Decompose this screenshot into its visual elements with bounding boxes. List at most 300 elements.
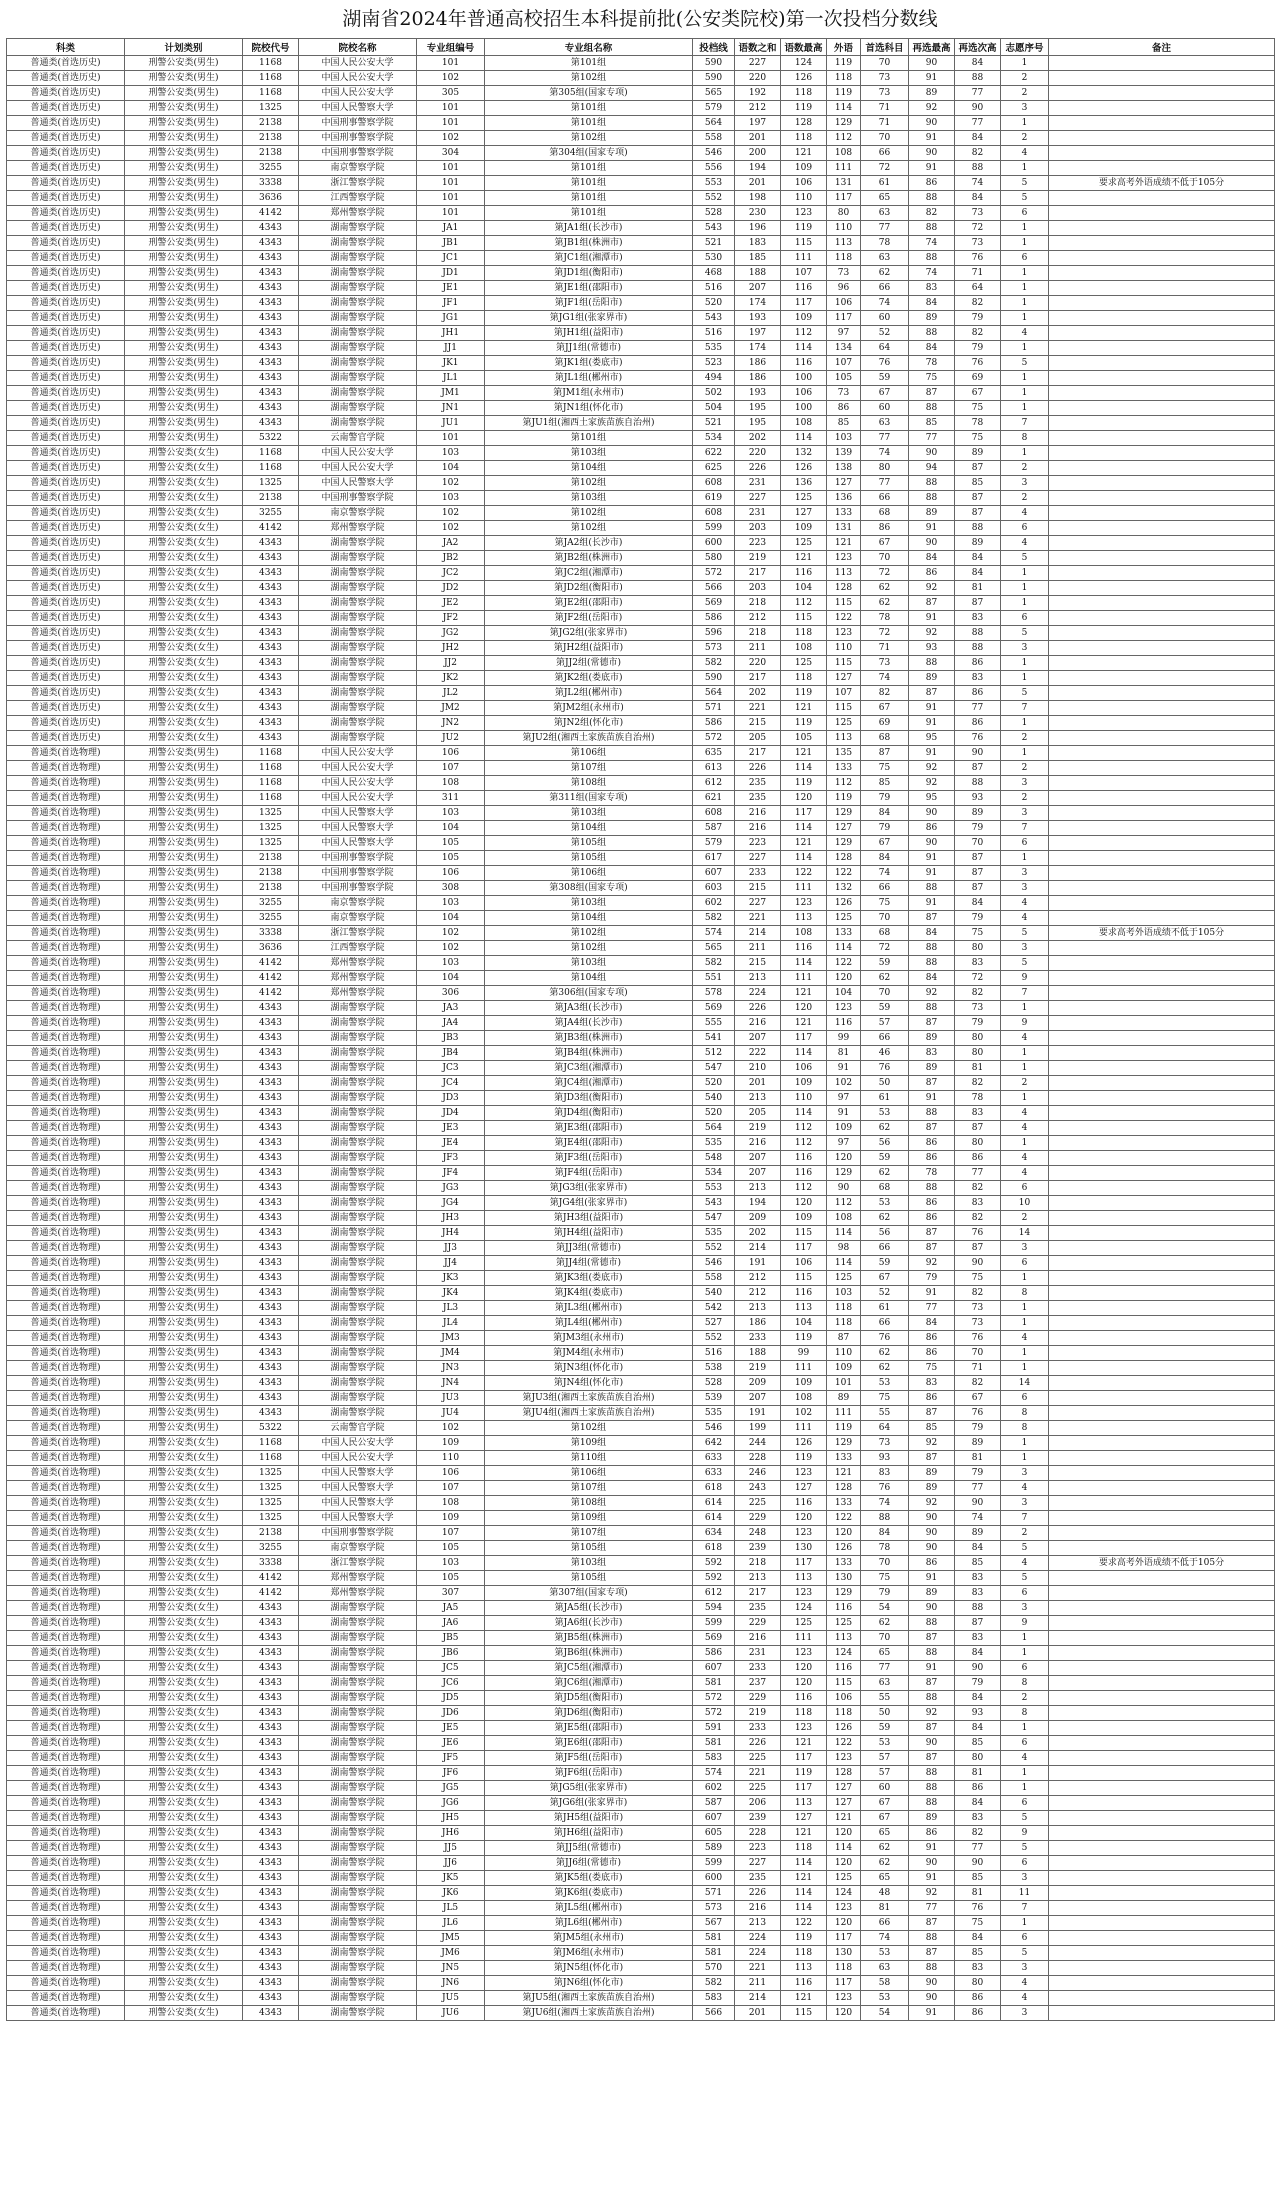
cell-chinese-math-sum: 217 xyxy=(735,746,781,761)
cell-group-code: JA2 xyxy=(417,536,485,551)
cell-remarks xyxy=(1049,461,1275,476)
cell-first-subject: 68 xyxy=(861,926,909,941)
cell-chinese-math-max: 125 xyxy=(781,656,827,671)
cell-chinese-math-max: 114 xyxy=(781,1856,827,1871)
cell-chinese-math-sum: 200 xyxy=(735,146,781,161)
cell-group-name: 第JG4组(张家界市) xyxy=(485,1196,693,1211)
cell-school-code: 3636 xyxy=(243,941,299,956)
cell-chinese-math-max: 115 xyxy=(781,1271,827,1286)
cell-foreign-language: 112 xyxy=(827,131,861,146)
table-row xyxy=(7,371,1275,386)
cell-remarks xyxy=(1049,551,1275,566)
cell-chinese-math-sum: 220 xyxy=(735,446,781,461)
cell-group-name: 第JK6组(娄底市) xyxy=(485,1886,693,1901)
cell-elective-max: 79 xyxy=(909,1271,955,1286)
cell-cutoff-score: 635 xyxy=(693,746,735,761)
cell-school-name: 中国刑事警察学院 xyxy=(299,146,417,161)
cell-first-subject: 84 xyxy=(861,806,909,821)
cell-remarks xyxy=(1049,1286,1275,1301)
cell-school-code: 4142 xyxy=(243,206,299,221)
cell-category: 普通类(首选历史) xyxy=(7,656,125,671)
cell-remarks xyxy=(1049,56,1275,71)
cell-chinese-math-max: 126 xyxy=(781,461,827,476)
cell-first-subject: 69 xyxy=(861,716,909,731)
cell-school-name: 湖南警察学院 xyxy=(299,1991,417,2006)
cell-chinese-math-sum: 174 xyxy=(735,296,781,311)
cell-elective-max: 88 xyxy=(909,251,955,266)
cell-chinese-math-sum: 194 xyxy=(735,161,781,176)
table-row xyxy=(7,1766,1275,1781)
cell-remarks xyxy=(1049,1076,1275,1091)
cell-school-code: 4343 xyxy=(243,1181,299,1196)
cell-chinese-math-max: 123 xyxy=(781,896,827,911)
cell-cutoff-score: 567 xyxy=(693,1916,735,1931)
cell-category: 普通类(首选物理) xyxy=(7,926,125,941)
cell-chinese-math-max: 112 xyxy=(781,326,827,341)
cell-first-subject: 62 xyxy=(861,1121,909,1136)
cell-cutoff-score: 521 xyxy=(693,236,735,251)
cell-cutoff-score: 553 xyxy=(693,1181,735,1196)
cell-elective-max: 90 xyxy=(909,806,955,821)
cell-first-subject: 64 xyxy=(861,1421,909,1436)
table-row xyxy=(7,281,1275,296)
cell-school-code: 4343 xyxy=(243,1286,299,1301)
cell-chinese-math-sum: 221 xyxy=(735,701,781,716)
cell-remarks xyxy=(1049,1691,1275,1706)
cell-school-code: 4343 xyxy=(243,1106,299,1121)
cell-category: 普通类(首选物理) xyxy=(7,1661,125,1676)
cell-elective-max: 74 xyxy=(909,266,955,281)
cell-category: 普通类(首选物理) xyxy=(7,1526,125,1541)
cell-elective-max: 92 xyxy=(909,761,955,776)
cell-foreign-language: 113 xyxy=(827,236,861,251)
cell-school-code: 4343 xyxy=(243,1346,299,1361)
cell-cutoff-score: 600 xyxy=(693,536,735,551)
cell-first-subject: 56 xyxy=(861,1136,909,1151)
cell-school-name: 湖南警察学院 xyxy=(299,1076,417,1091)
cell-chinese-math-sum: 213 xyxy=(735,1571,781,1586)
cell-school-name: 湖南警察学院 xyxy=(299,1406,417,1421)
cell-group-name: 第JF1组(岳阳市) xyxy=(485,296,693,311)
column-header-remarks: 备注 xyxy=(1049,39,1275,56)
table-row xyxy=(7,1811,1275,1826)
cell-group-name: 第101组 xyxy=(485,206,693,221)
cell-preference-order: 1 xyxy=(1001,1766,1049,1781)
cell-plan-type: 刑警公安类(男生) xyxy=(125,266,243,281)
cell-first-subject: 62 xyxy=(861,1211,909,1226)
cell-school-name: 中国人民警察大学 xyxy=(299,1466,417,1481)
cell-chinese-math-sum: 219 xyxy=(735,1706,781,1721)
cell-foreign-language: 117 xyxy=(827,1976,861,1991)
table-row xyxy=(7,1526,1275,1541)
cell-plan-type: 刑警公安类(女生) xyxy=(125,1706,243,1721)
cell-category: 普通类(首选历史) xyxy=(7,506,125,521)
cell-elective-max: 88 xyxy=(909,1961,955,1976)
table-row xyxy=(7,1361,1275,1376)
cell-category: 普通类(首选历史) xyxy=(7,731,125,746)
cell-preference-order: 1 xyxy=(1001,1001,1049,1016)
cell-group-code: 108 xyxy=(417,776,485,791)
cell-group-name: 第105组 xyxy=(485,1571,693,1586)
cell-category: 普通类(首选历史) xyxy=(7,266,125,281)
cell-cutoff-score: 558 xyxy=(693,1271,735,1286)
cell-elective-second: 87 xyxy=(955,491,1001,506)
cell-plan-type: 刑警公安类(女生) xyxy=(125,1811,243,1826)
cell-preference-order: 1 xyxy=(1001,1436,1049,1451)
cell-chinese-math-sum: 203 xyxy=(735,521,781,536)
cell-elective-second: 89 xyxy=(955,536,1001,551)
cell-elective-second: 90 xyxy=(955,1256,1001,1271)
cell-elective-max: 95 xyxy=(909,731,955,746)
cell-foreign-language: 127 xyxy=(827,476,861,491)
cell-remarks xyxy=(1049,371,1275,386)
cell-preference-order: 1 xyxy=(1001,386,1049,401)
table-row xyxy=(7,1271,1275,1286)
cell-elective-max: 92 xyxy=(909,581,955,596)
cell-group-code: JK3 xyxy=(417,1271,485,1286)
cell-plan-type: 刑警公安类(男生) xyxy=(125,206,243,221)
cell-elective-max: 87 xyxy=(909,596,955,611)
cell-first-subject: 61 xyxy=(861,176,909,191)
table-row xyxy=(7,1496,1275,1511)
cell-first-subject: 57 xyxy=(861,1016,909,1031)
cell-school-code: 4343 xyxy=(243,1196,299,1211)
cell-chinese-math-max: 121 xyxy=(781,1826,827,1841)
cell-group-code: JL1 xyxy=(417,371,485,386)
cell-chinese-math-max: 121 xyxy=(781,1991,827,2006)
cell-school-code: 4343 xyxy=(243,296,299,311)
table-row xyxy=(7,566,1275,581)
cell-school-name: 中国人民公安大学 xyxy=(299,746,417,761)
cell-school-code: 4343 xyxy=(243,1121,299,1136)
cell-preference-order: 6 xyxy=(1001,1661,1049,1676)
table-row xyxy=(7,1106,1275,1121)
table-row xyxy=(7,1136,1275,1151)
table-row xyxy=(7,581,1275,596)
cell-plan-type: 刑警公安类(女生) xyxy=(125,656,243,671)
cell-cutoff-score: 571 xyxy=(693,1886,735,1901)
cell-category: 普通类(首选历史) xyxy=(7,581,125,596)
cell-elective-second: 87 xyxy=(955,761,1001,776)
cell-group-code: JN4 xyxy=(417,1376,485,1391)
cell-elective-second: 73 xyxy=(955,206,1001,221)
cell-foreign-language: 118 xyxy=(827,1301,861,1316)
cell-chinese-math-max: 121 xyxy=(781,746,827,761)
cell-chinese-math-sum: 203 xyxy=(735,581,781,596)
cell-school-name: 湖南警察学院 xyxy=(299,266,417,281)
cell-cutoff-score: 546 xyxy=(693,1421,735,1436)
cell-remarks: 要求高考外语成绩不低于105分 xyxy=(1049,1556,1275,1571)
cell-elective-second: 67 xyxy=(955,386,1001,401)
cell-chinese-math-max: 122 xyxy=(781,866,827,881)
table-row xyxy=(7,1571,1275,1586)
cell-preference-order: 4 xyxy=(1001,1556,1049,1571)
table-row xyxy=(7,161,1275,176)
cell-elective-max: 90 xyxy=(909,146,955,161)
cell-school-code: 1168 xyxy=(243,1436,299,1451)
cell-preference-order: 1 xyxy=(1001,341,1049,356)
cell-chinese-math-sum: 235 xyxy=(735,776,781,791)
cell-category: 普通类(首选物理) xyxy=(7,1031,125,1046)
cell-first-subject: 70 xyxy=(861,1631,909,1646)
cell-elective-second: 86 xyxy=(955,716,1001,731)
cell-remarks xyxy=(1049,1856,1275,1871)
cell-cutoff-score: 580 xyxy=(693,551,735,566)
cell-chinese-math-max: 108 xyxy=(781,641,827,656)
cell-school-name: 湖南警察学院 xyxy=(299,1736,417,1751)
cell-remarks xyxy=(1049,236,1275,251)
cell-school-code: 3255 xyxy=(243,161,299,176)
table-row xyxy=(7,116,1275,131)
cell-group-code: JF4 xyxy=(417,1166,485,1181)
cell-category: 普通类(首选物理) xyxy=(7,1511,125,1526)
cell-elective-second: 81 xyxy=(955,1451,1001,1466)
cell-chinese-math-sum: 193 xyxy=(735,311,781,326)
cell-preference-order: 1 xyxy=(1001,1646,1049,1661)
cell-elective-second: 64 xyxy=(955,281,1001,296)
cell-remarks xyxy=(1049,131,1275,146)
cell-cutoff-score: 602 xyxy=(693,1781,735,1796)
cell-cutoff-score: 528 xyxy=(693,1376,735,1391)
cell-school-name: 湖南警察学院 xyxy=(299,326,417,341)
table-row xyxy=(7,1946,1275,1961)
cell-preference-order: 8 xyxy=(1001,431,1049,446)
cell-group-name: 第JN3组(怀化市) xyxy=(485,1361,693,1376)
cell-remarks xyxy=(1049,326,1275,341)
table-row xyxy=(7,1826,1275,1841)
cell-group-code: 104 xyxy=(417,971,485,986)
cell-plan-type: 刑警公安类(男生) xyxy=(125,1361,243,1376)
cell-school-code: 4343 xyxy=(243,1361,299,1376)
cell-group-name: 第JM3组(永州市) xyxy=(485,1331,693,1346)
cell-elective-second: 93 xyxy=(955,1706,1001,1721)
table-row xyxy=(7,386,1275,401)
table-row xyxy=(7,476,1275,491)
cell-remarks xyxy=(1049,1931,1275,1946)
cell-school-code: 2138 xyxy=(243,491,299,506)
cell-elective-second: 83 xyxy=(955,1811,1001,1826)
cell-first-subject: 62 xyxy=(861,581,909,596)
cell-group-name: 第JH1组(益阳市) xyxy=(485,326,693,341)
cell-plan-type: 刑警公安类(女生) xyxy=(125,1451,243,1466)
cell-category: 普通类(首选物理) xyxy=(7,1706,125,1721)
cell-remarks xyxy=(1049,1241,1275,1256)
cell-elective-max: 88 xyxy=(909,1766,955,1781)
cell-plan-type: 刑警公安类(女生) xyxy=(125,1796,243,1811)
cell-chinese-math-max: 117 xyxy=(781,1751,827,1766)
cell-foreign-language: 128 xyxy=(827,1766,861,1781)
cell-remarks xyxy=(1049,986,1275,1001)
cell-group-code: JJ3 xyxy=(417,1241,485,1256)
table-row xyxy=(7,1751,1275,1766)
cell-plan-type: 刑警公安类(男生) xyxy=(125,56,243,71)
cell-chinese-math-sum: 218 xyxy=(735,1556,781,1571)
cell-preference-order: 3 xyxy=(1001,1961,1049,1976)
cell-chinese-math-max: 109 xyxy=(781,311,827,326)
cell-school-code: 4343 xyxy=(243,416,299,431)
cell-foreign-language: 135 xyxy=(827,746,861,761)
cell-elective-second: 70 xyxy=(955,1346,1001,1361)
cell-chinese-math-sum: 185 xyxy=(735,251,781,266)
cell-school-code: 4343 xyxy=(243,221,299,236)
cell-school-code: 4343 xyxy=(243,671,299,686)
cell-chinese-math-max: 124 xyxy=(781,56,827,71)
cell-elective-max: 84 xyxy=(909,341,955,356)
cell-remarks xyxy=(1049,1316,1275,1331)
cell-first-subject: 66 xyxy=(861,881,909,896)
cell-school-name: 中国刑事警察学院 xyxy=(299,491,417,506)
cell-group-name: 第JB5组(株洲市) xyxy=(485,1631,693,1646)
cell-foreign-language: 73 xyxy=(827,266,861,281)
cell-preference-order: 2 xyxy=(1001,761,1049,776)
cell-first-subject: 66 xyxy=(861,1916,909,1931)
cell-elective-max: 87 xyxy=(909,386,955,401)
cell-chinese-math-sum: 188 xyxy=(735,266,781,281)
cell-school-code: 4343 xyxy=(243,701,299,716)
cell-preference-order: 4 xyxy=(1001,1991,1049,2006)
cell-school-code: 4343 xyxy=(243,656,299,671)
cell-plan-type: 刑警公安类(女生) xyxy=(125,551,243,566)
cell-plan-type: 刑警公安类(女生) xyxy=(125,1751,243,1766)
cell-school-code: 1168 xyxy=(243,746,299,761)
table-row xyxy=(7,536,1275,551)
cell-chinese-math-sum: 231 xyxy=(735,1646,781,1661)
cell-elective-max: 87 xyxy=(909,1406,955,1421)
cell-preference-order: 2 xyxy=(1001,71,1049,86)
cell-elective-max: 86 xyxy=(909,821,955,836)
table-row xyxy=(7,1331,1275,1346)
cell-chinese-math-sum: 220 xyxy=(735,656,781,671)
cell-school-name: 湖南警察学院 xyxy=(299,1061,417,1076)
cell-category: 普通类(首选物理) xyxy=(7,1766,125,1781)
cell-category: 普通类(首选物理) xyxy=(7,1631,125,1646)
cell-cutoff-score: 594 xyxy=(693,1601,735,1616)
cell-elective-max: 88 xyxy=(909,941,955,956)
cell-school-name: 湖南警察学院 xyxy=(299,1751,417,1766)
cell-remarks xyxy=(1049,1331,1275,1346)
cell-remarks xyxy=(1049,1601,1275,1616)
cell-elective-second: 88 xyxy=(955,776,1001,791)
cell-foreign-language: 116 xyxy=(827,1661,861,1676)
cell-plan-type: 刑警公安类(男生) xyxy=(125,1226,243,1241)
cell-cutoff-score: 547 xyxy=(693,1061,735,1076)
table-row xyxy=(7,1016,1275,1031)
cell-foreign-language: 115 xyxy=(827,656,861,671)
cell-chinese-math-max: 118 xyxy=(781,1946,827,1961)
cell-group-name: 第107组 xyxy=(485,1526,693,1541)
cell-elective-second: 80 xyxy=(955,1976,1001,1991)
table-row xyxy=(7,671,1275,686)
cell-chinese-math-max: 126 xyxy=(781,1436,827,1451)
cell-school-name: 湖南警察学院 xyxy=(299,341,417,356)
cell-category: 普通类(首选历史) xyxy=(7,476,125,491)
cell-remarks xyxy=(1049,1136,1275,1151)
cell-school-code: 5322 xyxy=(243,1421,299,1436)
cell-plan-type: 刑警公安类(男生) xyxy=(125,1301,243,1316)
cell-foreign-language: 98 xyxy=(827,1241,861,1256)
cell-group-code: JD1 xyxy=(417,266,485,281)
cell-cutoff-score: 546 xyxy=(693,1256,735,1271)
cell-chinese-math-sum: 230 xyxy=(735,206,781,221)
cell-preference-order: 3 xyxy=(1001,1496,1049,1511)
cell-group-code: JN1 xyxy=(417,401,485,416)
cell-first-subject: 63 xyxy=(861,1676,909,1691)
cell-chinese-math-max: 107 xyxy=(781,266,827,281)
cell-school-name: 中国人民公安大学 xyxy=(299,56,417,71)
cell-elective-second: 87 xyxy=(955,881,1001,896)
cell-plan-type: 刑警公安类(男生) xyxy=(125,326,243,341)
cell-plan-type: 刑警公安类(女生) xyxy=(125,1586,243,1601)
cell-group-name: 第102组 xyxy=(485,506,693,521)
cell-chinese-math-max: 121 xyxy=(781,1016,827,1031)
cell-plan-type: 刑警公安类(男生) xyxy=(125,1331,243,1346)
cell-first-subject: 83 xyxy=(861,1466,909,1481)
cell-school-code: 4343 xyxy=(243,641,299,656)
cell-foreign-language: 97 xyxy=(827,326,861,341)
cell-elective-second: 67 xyxy=(955,1391,1001,1406)
cell-elective-max: 86 xyxy=(909,1826,955,1841)
cell-elective-max: 90 xyxy=(909,1736,955,1751)
cell-group-code: JA5 xyxy=(417,1601,485,1616)
table-row xyxy=(7,311,1275,326)
cell-foreign-language: 119 xyxy=(827,1421,861,1436)
cell-first-subject: 75 xyxy=(861,1571,909,1586)
cell-elective-max: 86 xyxy=(909,1151,955,1166)
cell-school-name: 湖南警察学院 xyxy=(299,1856,417,1871)
cell-school-code: 4343 xyxy=(243,1676,299,1691)
cell-cutoff-score: 633 xyxy=(693,1451,735,1466)
cell-group-code: JG4 xyxy=(417,1196,485,1211)
cell-elective-second: 84 xyxy=(955,131,1001,146)
cell-chinese-math-max: 116 xyxy=(781,941,827,956)
cell-first-subject: 66 xyxy=(861,281,909,296)
cell-elective-max: 92 xyxy=(909,1886,955,1901)
cell-elective-second: 84 xyxy=(955,191,1001,206)
cell-elective-second: 78 xyxy=(955,416,1001,431)
cell-elective-second: 83 xyxy=(955,956,1001,971)
cell-remarks xyxy=(1049,881,1275,896)
cell-plan-type: 刑警公安类(男生) xyxy=(125,1286,243,1301)
cell-foreign-language: 129 xyxy=(827,1166,861,1181)
cell-elective-second: 69 xyxy=(955,371,1001,386)
cell-cutoff-score: 520 xyxy=(693,296,735,311)
cell-group-name: 第JC3组(湘潭市) xyxy=(485,1061,693,1076)
cell-foreign-language: 87 xyxy=(827,1331,861,1346)
table-row xyxy=(7,1121,1275,1136)
cell-group-name: 第JG6组(张家界市) xyxy=(485,1796,693,1811)
cell-category: 普通类(首选物理) xyxy=(7,1856,125,1871)
cell-foreign-language: 116 xyxy=(827,1016,861,1031)
cell-group-code: 308 xyxy=(417,881,485,896)
cell-category: 普通类(首选历史) xyxy=(7,641,125,656)
cell-elective-second: 84 xyxy=(955,1691,1001,1706)
cell-group-name: 第JB2组(株洲市) xyxy=(485,551,693,566)
cell-preference-order: 2 xyxy=(1001,1691,1049,1706)
cell-first-subject: 73 xyxy=(861,86,909,101)
cell-first-subject: 72 xyxy=(861,626,909,641)
table-row xyxy=(7,1346,1275,1361)
cell-category: 普通类(首选历史) xyxy=(7,326,125,341)
cell-elective-second: 80 xyxy=(955,1751,1001,1766)
cell-school-name: 湖南警察学院 xyxy=(299,251,417,266)
cell-chinese-math-sum: 202 xyxy=(735,686,781,701)
cell-elective-second: 84 xyxy=(955,1931,1001,1946)
cell-cutoff-score: 535 xyxy=(693,341,735,356)
cell-school-name: 湖南警察学院 xyxy=(299,701,417,716)
cell-preference-order: 4 xyxy=(1001,1481,1049,1496)
cell-chinese-math-sum: 231 xyxy=(735,506,781,521)
cell-elective-max: 86 xyxy=(909,1331,955,1346)
